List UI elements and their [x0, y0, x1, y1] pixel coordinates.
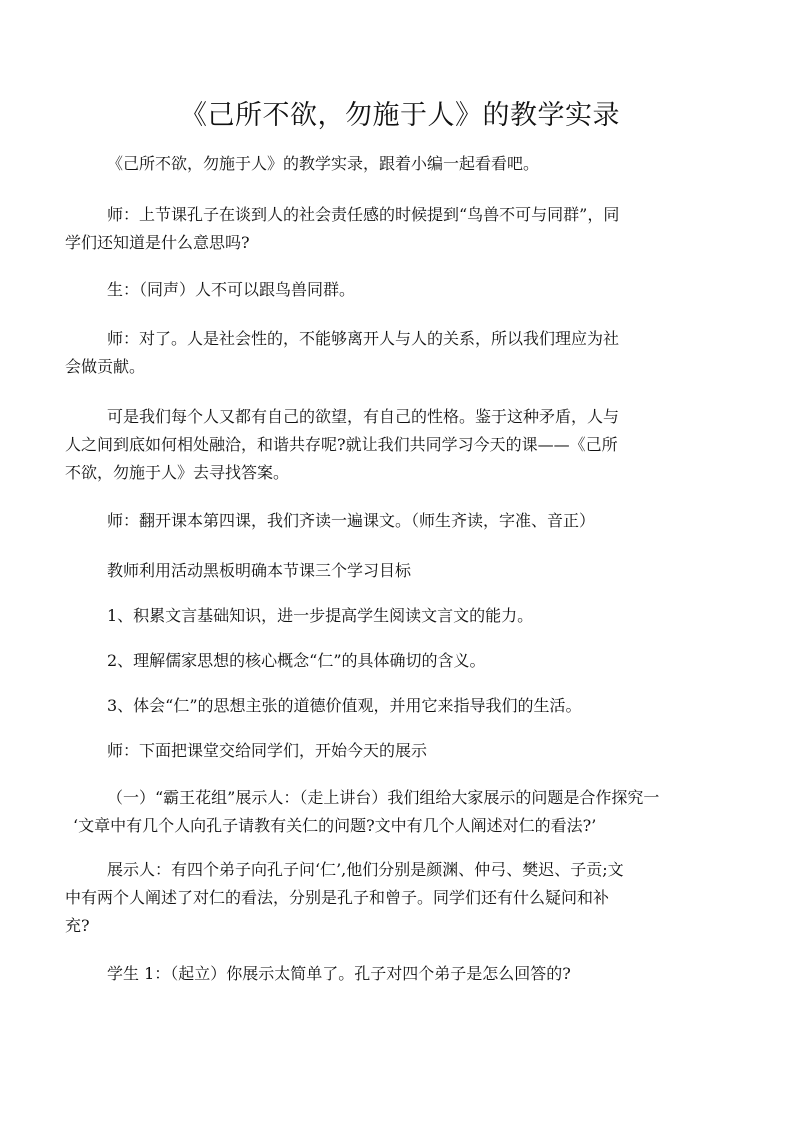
reading-paragraph	[107, 507, 595, 535]
intro-paragraph	[107, 150, 539, 178]
text-line: 中有两个人阐述了对仁的看法，分别是孔子和曾子。同学们还有什么疑问和补	[65, 888, 610, 907]
text-line: 师：翻开课本第四课，我们齐读一遍课文。（师生齐读，字准、音正）	[107, 511, 596, 530]
text-line: 《己所不欲，勿施于人》的教学实录，跟着小编一起看看吧。	[107, 154, 540, 173]
text-line: 学生 1：（起立）你展示太简单了。孔子对四个弟子是怎么回答的?	[107, 964, 571, 983]
text-line: 教师利用活动黑板明确本节课三个学习目标	[107, 561, 412, 580]
teacher-response-paragraph	[65, 325, 620, 381]
text-line: 生：（同声）人不可以跟鸟兽同群。	[107, 280, 356, 299]
text-line: 师：上节课孔子在谈到人的社会责任感的时候提到“鸟兽不可与同群”，同	[107, 205, 620, 224]
text-line: 展示人：有四个弟子向孔子问‘仁’,他们分别是颜渊、仲弓、樊迟、子贡;文	[107, 860, 624, 879]
student-answer-paragraph	[107, 276, 355, 304]
text-line: 人之间到底如何相处融洽，和谐共存呢?就让我们共同学习今天的课——《己所	[65, 435, 618, 454]
text-line: 学们还知道是什么意思吗?	[65, 233, 250, 252]
text-line: 师：对了。人是社会性的，不能够离开人与人的关系，所以我们理应为社	[107, 329, 620, 348]
text-line: 可是我们每个人又都有自己的欲望，有自己的性格。鉴于这种矛盾，人与	[107, 407, 620, 426]
document-title: 《己所不欲，勿施于人》的教学实录	[180, 100, 620, 131]
group-presentation-paragraph	[73, 784, 660, 840]
teacher-question-paragraph	[65, 201, 620, 257]
text-line: 会做贡献。	[65, 357, 146, 376]
text-line: 不欲，勿施于人》去寻找答案。	[65, 463, 290, 482]
text-line: 2、理解儒家思想的核心概念“仁”的具体确切的含义。	[107, 651, 486, 670]
objective-2	[107, 647, 486, 675]
transition-paragraph	[65, 403, 620, 487]
handover-paragraph	[107, 737, 427, 765]
objective-1	[107, 602, 533, 630]
objectives-intro	[107, 557, 411, 585]
text-line: 3、体会“仁”的思想主张的道德价值观，并用它来指导我们的生活。	[107, 696, 582, 715]
text-line: （一）“霸王花组”展示人：（走上讲台）我们组给大家展示的问题是合作探究一	[107, 788, 660, 807]
presenter-answer-paragraph	[65, 856, 624, 940]
student-question-paragraph	[107, 960, 571, 988]
text-line: 师：下面把课堂交给同学们，开始今天的展示	[107, 741, 428, 760]
objective-3	[107, 692, 582, 720]
text-line: 1、积累文言基础知识，进一步提高学生阅读文言文的能力。	[107, 606, 534, 625]
text-line: ‘文章中有几个人向孔子请教有关仁的问题?文中有几个人阐述对仁的看法?’	[73, 816, 597, 835]
text-line: 充?	[65, 916, 90, 935]
